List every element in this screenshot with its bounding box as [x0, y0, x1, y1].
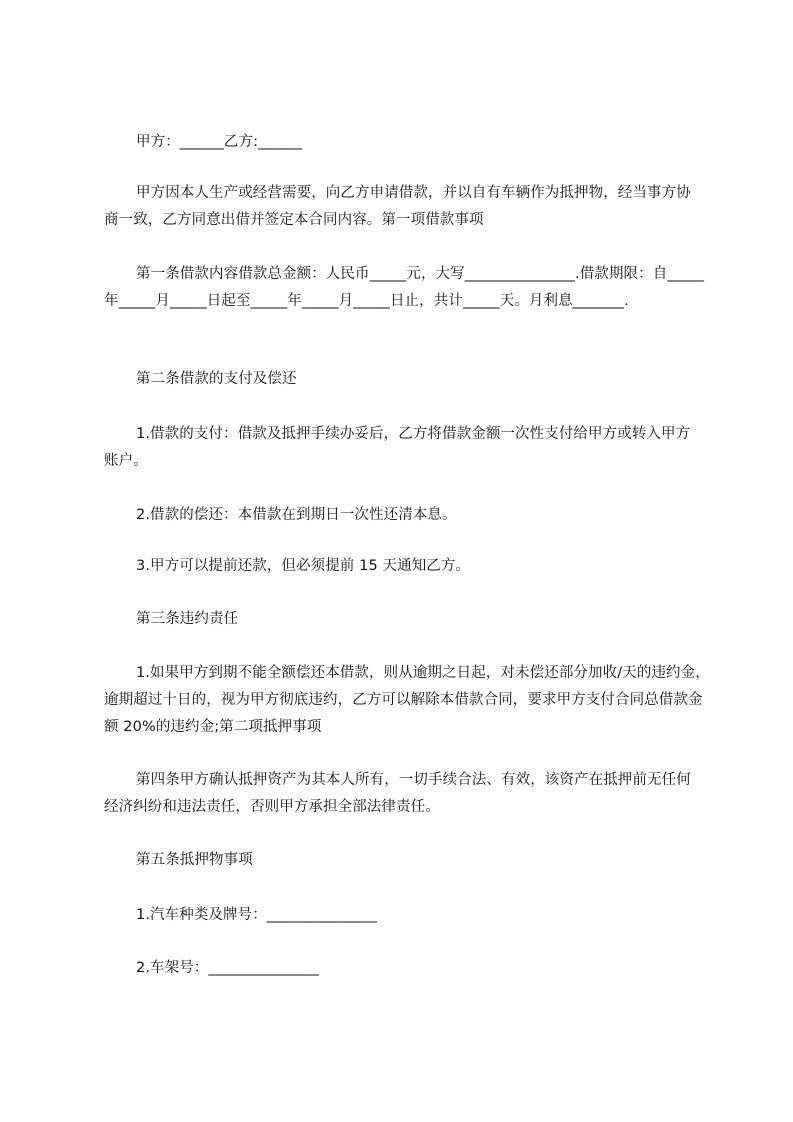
article-3-item-1: 1.如果甲方到期不能全额偿还本借款，则从逾期之日起，对未偿还部分加收/天的违约金，逾期超过十日的，视为甲方彻底违约，乙方可以解除本借款合同，要求甲方支付合同总借款金额 20%的违约金;第二项抵押事项	[104, 665, 710, 735]
article-5-item-1: 1.汽车种类及牌号：_______________	[136, 907, 378, 923]
article-2-item-2: 2.借款的偿还：本借款在到期日一次性还清本息。	[136, 507, 457, 523]
article-2-title: 第二条借款的支付及偿还	[136, 371, 297, 387]
article-2-item-1: 1.借款的支付：借款及抵押手续办妥后，乙方将借款金额一次性支付给甲方或转入甲方账户。	[104, 426, 691, 469]
parties-line: 甲方：______乙方:______	[136, 134, 303, 150]
article-3-title: 第三条违约责任	[136, 611, 239, 627]
article-5-title: 第五条抵押物事项	[136, 852, 253, 868]
article-2-item-3: 3.甲方可以提前还款，但必须提前 15 天通知乙方。	[136, 558, 471, 574]
article-4-paragraph: 第四条甲方确认抵押资产为其本人所有，一切手续合法、有效，该资产在抵押前无任何经济纠纷和违法责任，否则甲方承担全部法律责任。	[104, 772, 691, 815]
intro-paragraph: 甲方因本人生产或经营需要，向乙方申请借款，并以自有车辆作为抵押物，经当事方协商一致，乙方同意出借并签定本合同内容。第一项借款事项	[104, 185, 691, 228]
article-1-loan-content: 第一条借款内容借款总金额：人民币_____元，大写_______________.借款期限：自_____年_____月_____日起至_____年_____月_____日止，共计_____天。月利息_______.	[104, 266, 705, 309]
article-5-item-2: 2.车架号：_______________	[136, 960, 319, 976]
